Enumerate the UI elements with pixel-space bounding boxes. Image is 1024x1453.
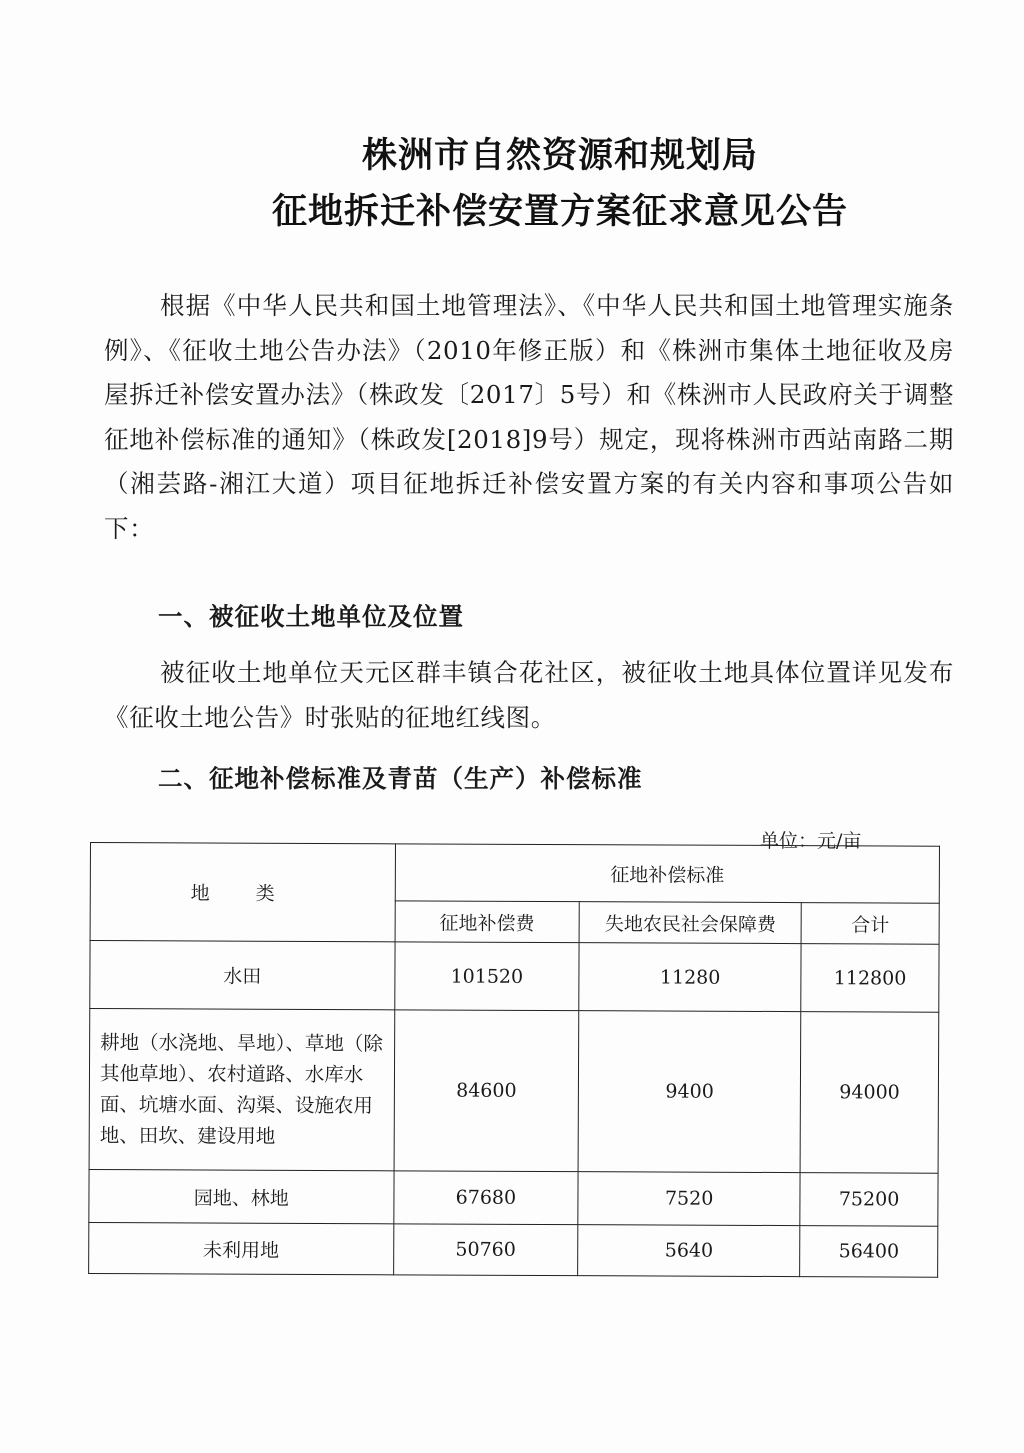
table-row xyxy=(89,1009,939,1174)
document-title-line1: 株洲市自然资源和规划局 xyxy=(361,136,758,176)
table-row xyxy=(89,1169,938,1226)
cell-fee: 50760 xyxy=(393,1224,578,1276)
table-row xyxy=(90,941,939,1013)
header-land-type xyxy=(90,843,395,942)
document-title-line2: 征地拆迁补偿安置方案征求意见公告 xyxy=(271,192,848,232)
cell-fee: 101520 xyxy=(395,942,580,1011)
cell-social: 7520 xyxy=(578,1172,800,1226)
header-land-type-label: 地 类 xyxy=(190,882,295,905)
cell-land-type: 水田 xyxy=(90,941,395,1010)
table-row xyxy=(89,1222,938,1277)
header-standard-group: 征地补偿标准 xyxy=(395,844,939,903)
cell-fee: 84600 xyxy=(394,1010,579,1172)
header-total: 合计 xyxy=(801,903,939,945)
cell-fee: 67680 xyxy=(394,1171,579,1225)
intro-paragraph: 根据《中华人民共和国土地管理法》、《中华人民共和国土地管理实施条例》、《征收土地公告办法》（2010年修正版）和《株洲市集体土地征收及房屋拆迁补偿安置办法》（株政发〔2017〕5号）和《株洲市人民政府关于调整征地补偿标准的通知》（株政发[2018]9号）规定，现将株洲市西站南路二期（湘芸路-湘江大道）项目征地拆迁补偿安置方案的有关内容和事项公告如下： xyxy=(104,291,954,543)
cell-land-type: 园地、林地 xyxy=(89,1169,394,1223)
cell-land-type: 未利用地 xyxy=(89,1222,394,1274)
header-fee: 征地补偿费 xyxy=(395,901,580,943)
cell-land-type: 耕地（水浇地、旱地）、草地（除其他草地）、农村道路、水库水面、坑塘水面、沟渠、设施农用地、田坎、建设用地 xyxy=(89,1009,394,1171)
cell-total: 112800 xyxy=(801,944,939,1013)
cell-total: 75200 xyxy=(800,1173,938,1227)
cell-social: 5640 xyxy=(578,1225,800,1277)
section1-heading: 一、被征收土地单位及位置 xyxy=(158,602,464,631)
compensation-table xyxy=(88,842,940,1278)
table-header-row xyxy=(90,843,939,904)
cell-social: 11280 xyxy=(579,943,801,1012)
table-unit-label: 单位：元/亩 xyxy=(760,830,862,852)
section2-heading: 二、征地补偿标准及青苗（生产）补偿标准 xyxy=(158,764,643,793)
section1-body: 被征收土地单位天元区群丰镇合花社区，被征收土地具体位置详见发布《征收土地公告》时张贴的征地红线图。 xyxy=(104,658,954,732)
cell-social: 9400 xyxy=(578,1011,801,1173)
header-social: 失地农民社会保障费 xyxy=(579,902,801,944)
cell-total: 94000 xyxy=(800,1012,938,1174)
cell-total: 56400 xyxy=(800,1226,938,1278)
